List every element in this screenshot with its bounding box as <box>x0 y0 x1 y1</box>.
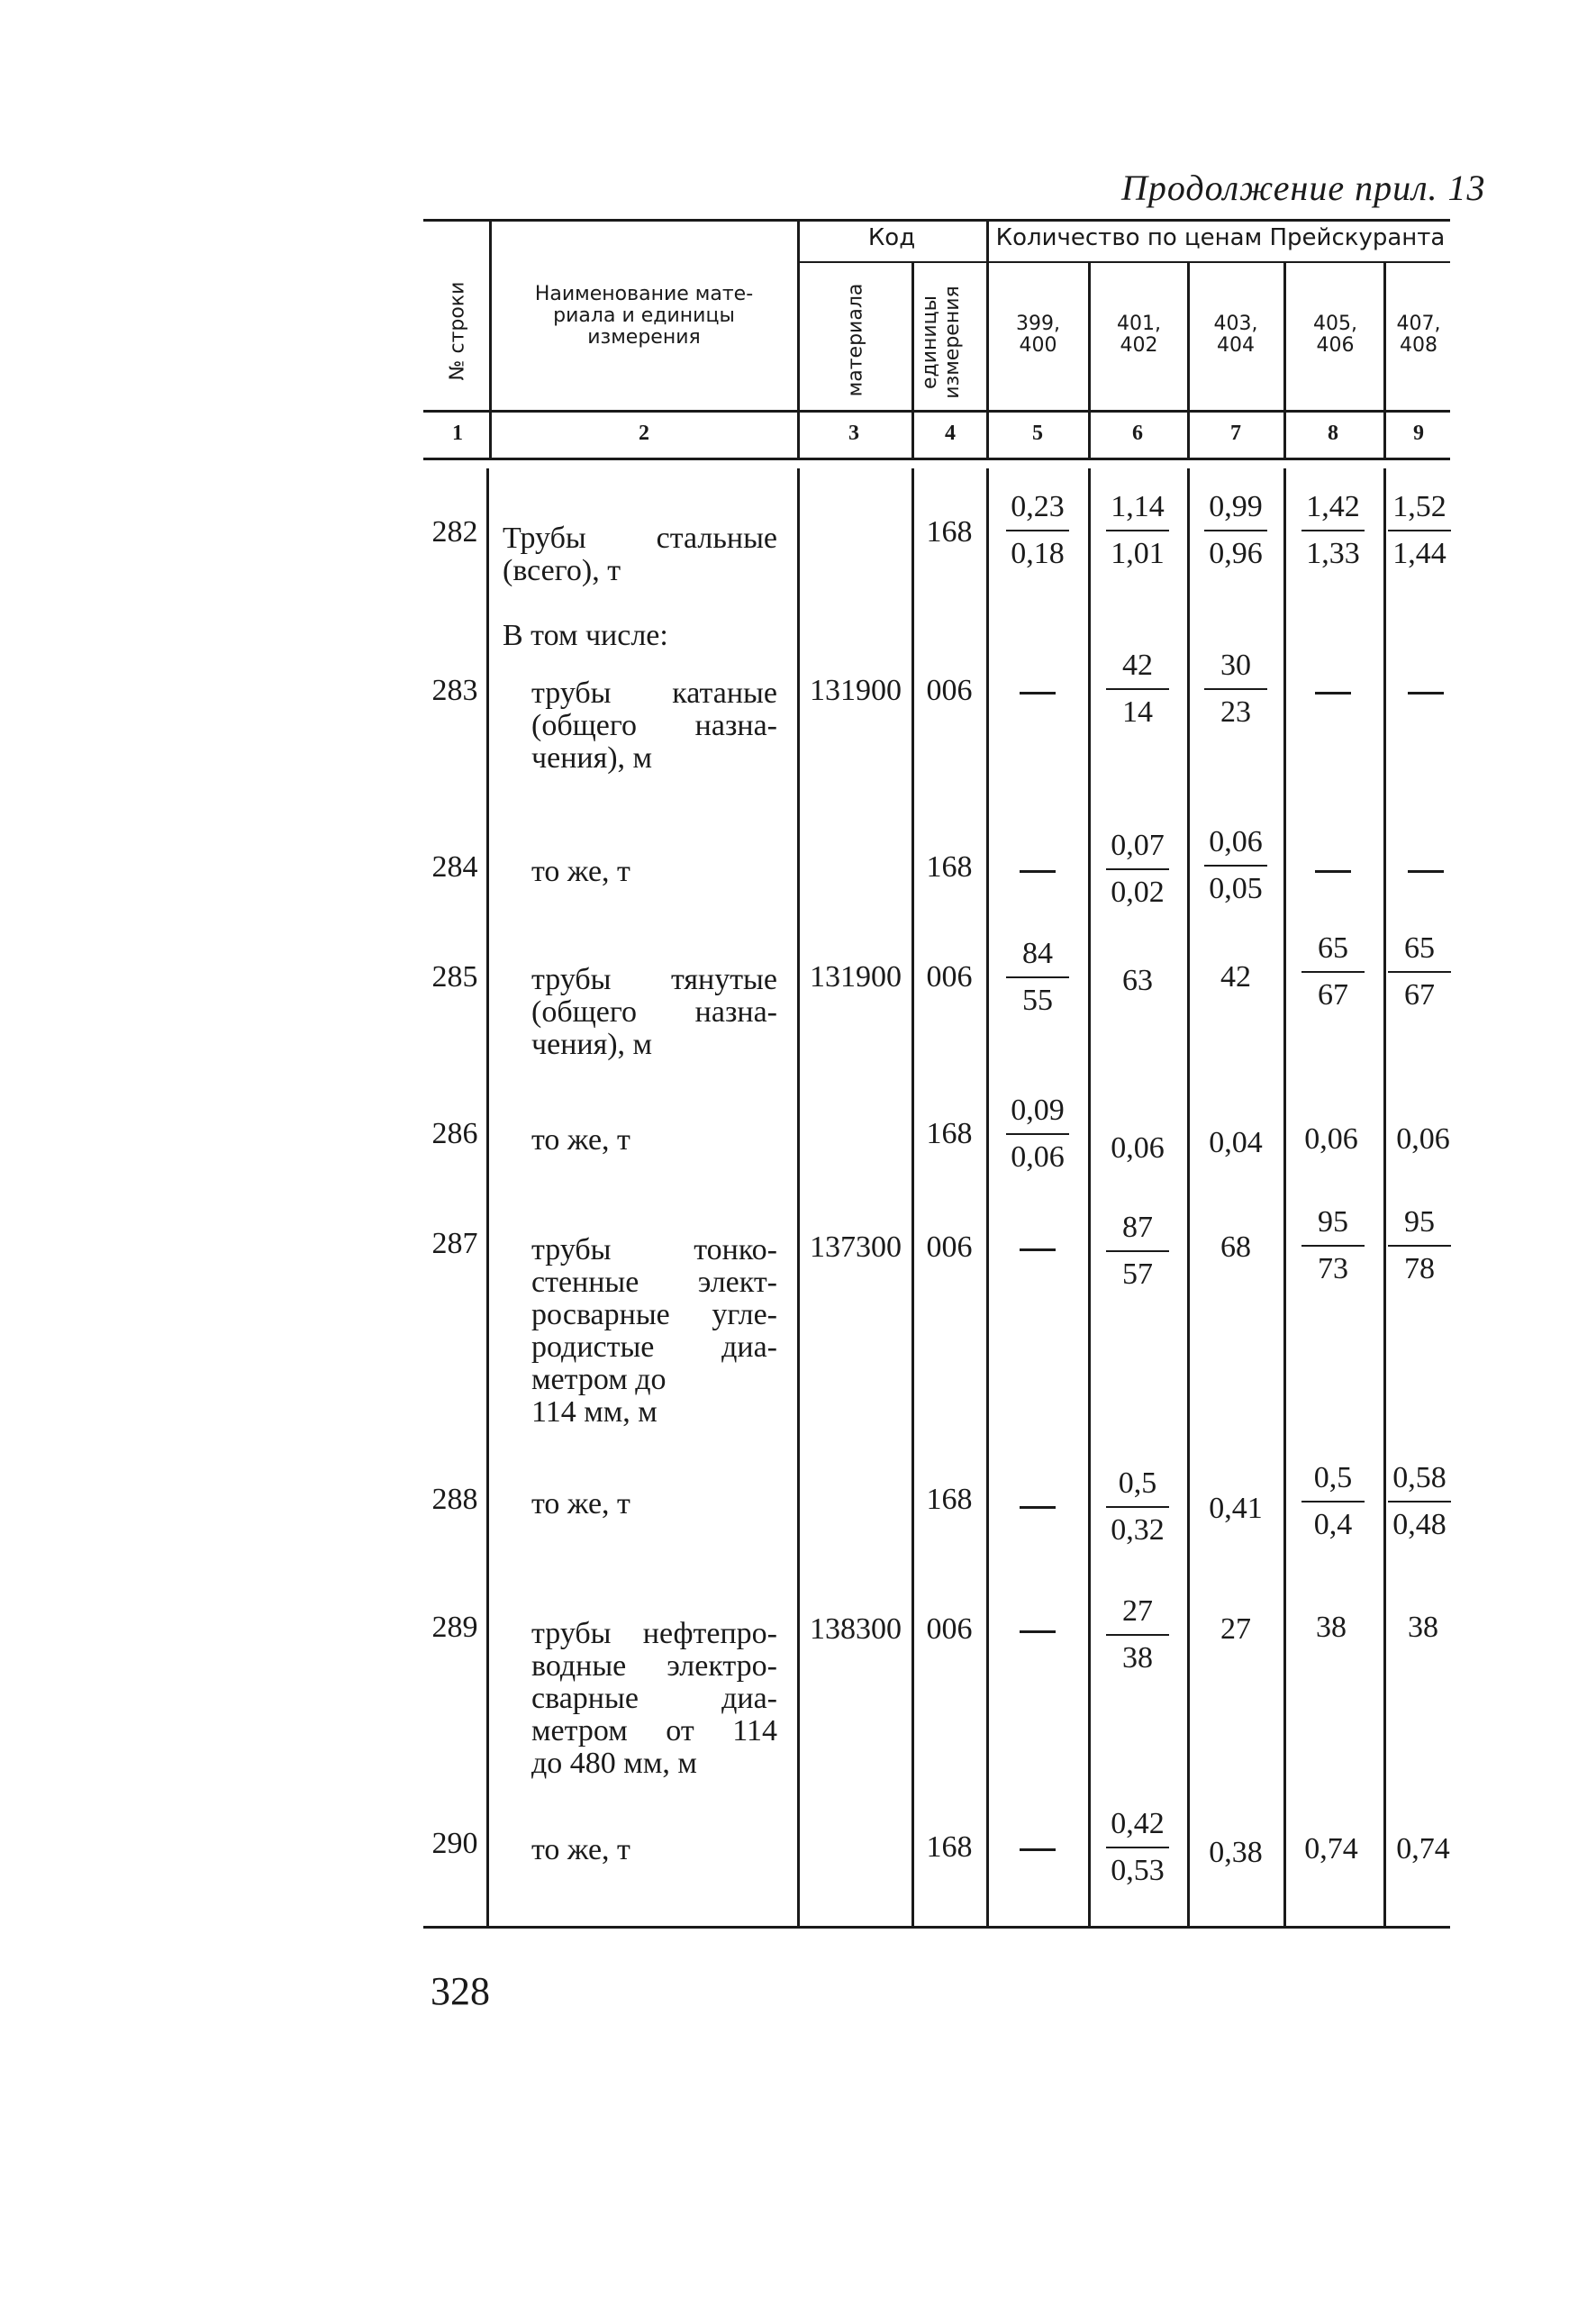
row-unit-code: 168 <box>926 1117 973 1150</box>
row-unit-code: 006 <box>926 960 973 994</box>
row-value: 0,5 0,4 <box>1288 1459 1378 1544</box>
body-vline <box>1187 468 1190 1926</box>
header-price-col: 407, 408 <box>1396 313 1441 358</box>
col-number: 7 <box>1230 422 1241 445</box>
subhead: В том числе: <box>503 619 668 652</box>
header-vline <box>1088 263 1091 458</box>
row-value: 1,14 1,01 <box>1093 488 1183 573</box>
row-number: 283 <box>431 674 478 707</box>
col-number: 2 <box>639 422 649 445</box>
row-value: 27 38 <box>1093 1593 1183 1677</box>
row-value: 65 67 <box>1288 930 1378 1014</box>
row-value: 0,42 0,53 <box>1093 1805 1183 1890</box>
row-value: 84 55 <box>993 935 1083 1020</box>
empty-dash <box>1315 870 1351 873</box>
row-value: 0,99 0,96 <box>1191 488 1281 573</box>
row-value: 0,06 <box>1111 1131 1165 1165</box>
row-value: 42 <box>1220 960 1251 994</box>
header-code-material: материала <box>844 283 867 397</box>
empty-dash <box>1408 692 1444 694</box>
header-vline <box>1383 263 1386 458</box>
row-value: 0,41 <box>1209 1492 1263 1525</box>
row-name: трубы тянутые (общего назна- чения), м <box>531 963 777 1061</box>
empty-dash <box>1408 870 1444 873</box>
row-number: 286 <box>431 1117 478 1150</box>
row-value: 0,23 0,18 <box>993 488 1083 573</box>
row-material-code: 131900 <box>810 960 902 994</box>
header-name: Наименование мате- риала и единицы измерения <box>534 283 754 350</box>
row-material-code: 137300 <box>810 1230 902 1264</box>
row-name: трубы тонко- стенные элект- росварные угле- родистые диа- метром до 114 мм, м <box>531 1233 777 1429</box>
row-value: 87 57 <box>1093 1209 1183 1294</box>
empty-dash <box>1020 692 1056 694</box>
row-name: трубы нефтепро- водные электро- сварные диа- метром от 114 до 480 мм, м <box>531 1617 777 1780</box>
row-value: 0,06 <box>1396 1122 1450 1156</box>
row-value: 95 73 <box>1288 1203 1378 1288</box>
col-number: 5 <box>1032 422 1043 445</box>
row-unit-code: 168 <box>926 850 973 884</box>
row-number: 284 <box>431 850 478 884</box>
header-vline <box>986 221 989 458</box>
header-vline <box>1283 263 1286 458</box>
row-value: 38 <box>1316 1611 1347 1644</box>
col-number: 3 <box>848 422 859 445</box>
row-number: 287 <box>431 1227 478 1260</box>
row-value: 0,58 0,48 <box>1374 1459 1465 1544</box>
table-bottom-rule <box>423 1926 1450 1929</box>
page-number: 328 <box>431 1969 490 2013</box>
header-vline <box>1187 263 1190 458</box>
header-price-col: 405, 406 <box>1313 313 1357 358</box>
row-unit-code: 006 <box>926 674 973 707</box>
empty-dash <box>1020 1630 1056 1633</box>
row-unit-code: 168 <box>926 515 973 549</box>
empty-dash <box>1020 1848 1056 1851</box>
row-value: 95 78 <box>1374 1203 1465 1288</box>
row-value: 38 <box>1408 1611 1438 1644</box>
row-value: 0,74 <box>1396 1832 1450 1866</box>
col-number: 6 <box>1132 422 1143 445</box>
row-value: 0,04 <box>1209 1126 1263 1159</box>
qty-group-rule <box>986 261 1450 263</box>
row-material-code: 138300 <box>810 1612 902 1646</box>
row-unit-code: 006 <box>926 1612 973 1646</box>
row-value: 30 23 <box>1191 647 1281 731</box>
row-name: Трубы стальные (всего), т <box>503 522 777 587</box>
empty-dash <box>1020 1248 1056 1251</box>
row-name: трубы катаные (общего назна- чения), м <box>531 676 777 775</box>
continuation-label: Продолжение прил. 13 <box>1121 168 1486 208</box>
row-value: 0,5 0,32 <box>1093 1465 1183 1549</box>
row-value: 27 <box>1220 1612 1251 1646</box>
header-code-group: Код <box>867 224 916 251</box>
colnum-bottom-rule <box>423 458 1450 460</box>
row-number: 288 <box>431 1483 478 1516</box>
empty-dash <box>1020 1506 1056 1509</box>
col-number: 8 <box>1328 422 1338 445</box>
row-value: 0,74 <box>1304 1832 1358 1866</box>
header-price-col: 401, 402 <box>1117 313 1161 358</box>
body-vline <box>486 468 489 1926</box>
code-group-rule <box>797 261 986 263</box>
header-vline <box>489 221 492 458</box>
header-price-col: 403, 404 <box>1213 313 1258 358</box>
row-unit-code: 168 <box>926 1483 973 1516</box>
col-number: 9 <box>1413 422 1424 445</box>
row-value: 0,06 0,05 <box>1191 823 1281 908</box>
empty-dash <box>1315 692 1351 694</box>
row-number: 289 <box>431 1611 478 1644</box>
row-value: 68 <box>1220 1230 1251 1264</box>
row-name: то же, т <box>531 855 630 888</box>
header-row-no: № строки <box>446 281 469 381</box>
body-vline <box>1383 468 1386 1926</box>
row-value: 65 67 <box>1374 930 1465 1014</box>
col-number: 1 <box>452 422 463 445</box>
header-code-unit: единицы измерения <box>919 286 964 399</box>
body-vline <box>911 468 914 1926</box>
header-qty-group: Количество по ценам Прейскуранта <box>995 224 1446 251</box>
body-vline <box>1088 468 1091 1926</box>
row-value: 0,07 0,02 <box>1093 827 1183 912</box>
body-vline <box>1283 468 1286 1926</box>
row-name: то же, т <box>531 1487 630 1521</box>
row-name: то же, т <box>531 1833 630 1866</box>
row-value: 0,09 0,06 <box>993 1092 1083 1176</box>
row-value: 1,42 1,33 <box>1288 488 1378 573</box>
empty-dash <box>1020 870 1056 873</box>
header-vline <box>797 221 800 458</box>
row-value: 1,52 1,44 <box>1374 488 1465 573</box>
row-value: 0,06 <box>1304 1122 1358 1156</box>
row-value: 63 <box>1122 964 1153 997</box>
row-unit-code: 006 <box>926 1230 973 1264</box>
row-number: 290 <box>431 1827 478 1860</box>
row-value: 42 14 <box>1093 647 1183 731</box>
row-value: 0,38 <box>1209 1836 1263 1869</box>
header-vline <box>911 263 914 458</box>
col-number: 4 <box>945 422 956 445</box>
header-price-col: 399, 400 <box>1016 313 1060 358</box>
row-number: 282 <box>431 515 478 549</box>
row-number: 285 <box>431 960 478 994</box>
body-vline <box>986 468 989 1926</box>
row-material-code: 131900 <box>810 674 902 707</box>
row-unit-code: 168 <box>926 1830 973 1864</box>
row-name: то же, т <box>531 1123 630 1157</box>
table-top-rule <box>423 219 1450 222</box>
